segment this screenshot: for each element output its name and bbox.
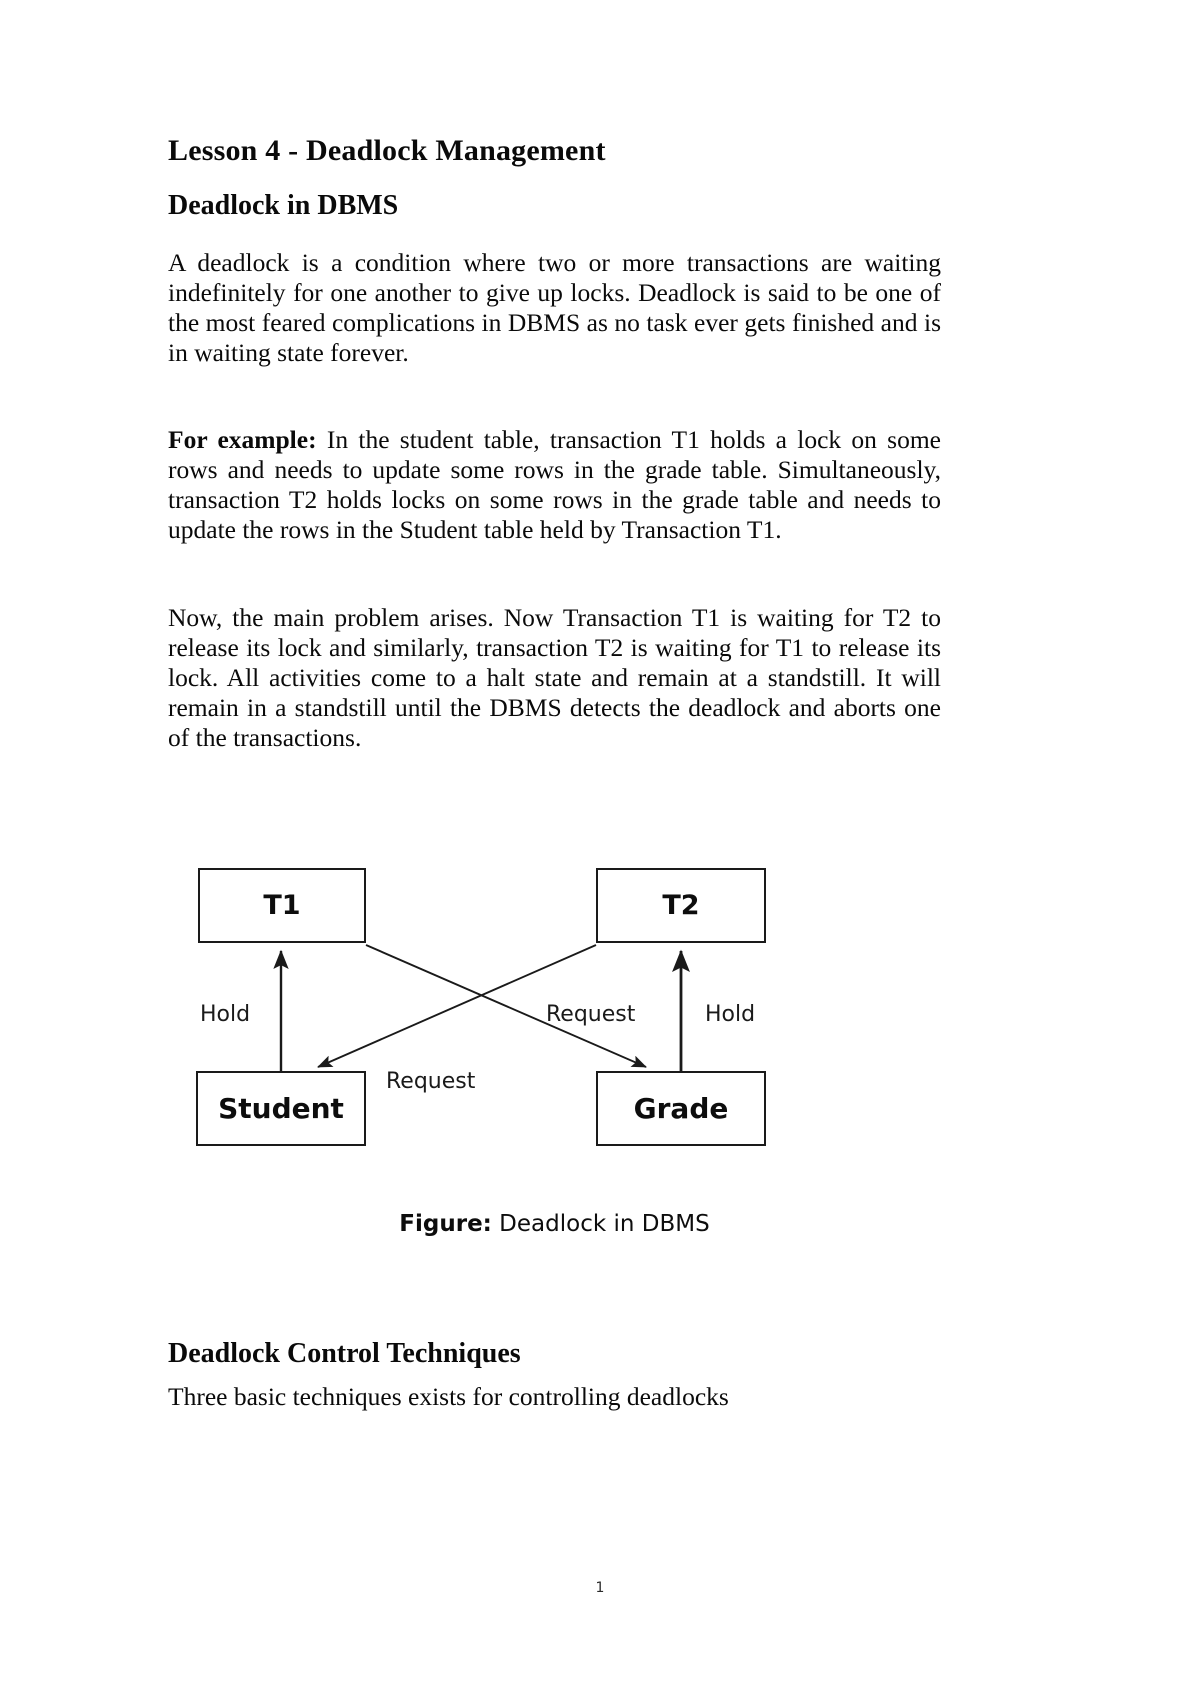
figure-caption bbox=[168, 1211, 941, 1237]
diagram-node-t2 bbox=[596, 868, 766, 943]
diagram-node-student-label: Student bbox=[218, 1092, 344, 1125]
paragraph-example bbox=[168, 425, 941, 545]
diagram-node-grade bbox=[596, 1071, 766, 1146]
paragraph-example-body: In the student table, transaction T1 holds a lock on some rows and needs to update some rows in the grade table. Simultaneously, transaction T2 holds locks on some rows in the grade table and needs to update the rows in the Student table held by Transaction T1. bbox=[168, 425, 941, 544]
diagram-canvas bbox=[168, 855, 788, 1155]
diagram-node-grade-label: Grade bbox=[633, 1092, 729, 1125]
page-number: 1 bbox=[595, 1580, 605, 1596]
figure-deadlock-diagram bbox=[168, 855, 941, 1275]
paragraph-control-intro: Three basic techniques exists for controlling deadlocks bbox=[168, 1382, 729, 1411]
edge-label-request-middle: Request bbox=[546, 1002, 636, 1027]
figure-caption-lead: Figure: bbox=[399, 1211, 492, 1237]
edge-label-hold-right: Hold bbox=[705, 1002, 756, 1027]
edge-label-hold-left: Hold bbox=[200, 1002, 251, 1027]
figure-caption-text: Deadlock in DBMS bbox=[491, 1211, 710, 1237]
diagram-node-student bbox=[196, 1071, 366, 1146]
diagram-node-t2-label: T2 bbox=[662, 890, 700, 921]
paragraph-definition: A deadlock is a condition where two or more transactions are waiting indefinitely for one another to give up locks. Deadlock is said to be one of the most feared complications in DBMS as no task ever gets finished and is in waiting state forever. bbox=[168, 248, 941, 367]
section-heading-deadlock-in-dbms: Deadlock in DBMS bbox=[168, 190, 399, 221]
section-heading-deadlock-control-techniques: Deadlock Control Techniques bbox=[168, 1338, 521, 1369]
paragraph-problem: Now, the main problem arises. Now Transaction T1 is waiting for T2 to release its lock and similarly, transaction T2 is waiting for T1 to release its lock. All activities come to a halt state and remain at a standstill. It will remain in a standstill until the DBMS detects the deadlock and aborts one of the transactions. bbox=[168, 603, 941, 752]
paragraph-example-lead: For example: bbox=[168, 425, 317, 454]
diagram-node-t1 bbox=[198, 868, 366, 943]
edge-label-request-lower: Request bbox=[386, 1069, 476, 1094]
diagram-node-t1-label: T1 bbox=[263, 890, 301, 921]
page-title: Lesson 4 - Deadlock Management bbox=[168, 134, 606, 167]
